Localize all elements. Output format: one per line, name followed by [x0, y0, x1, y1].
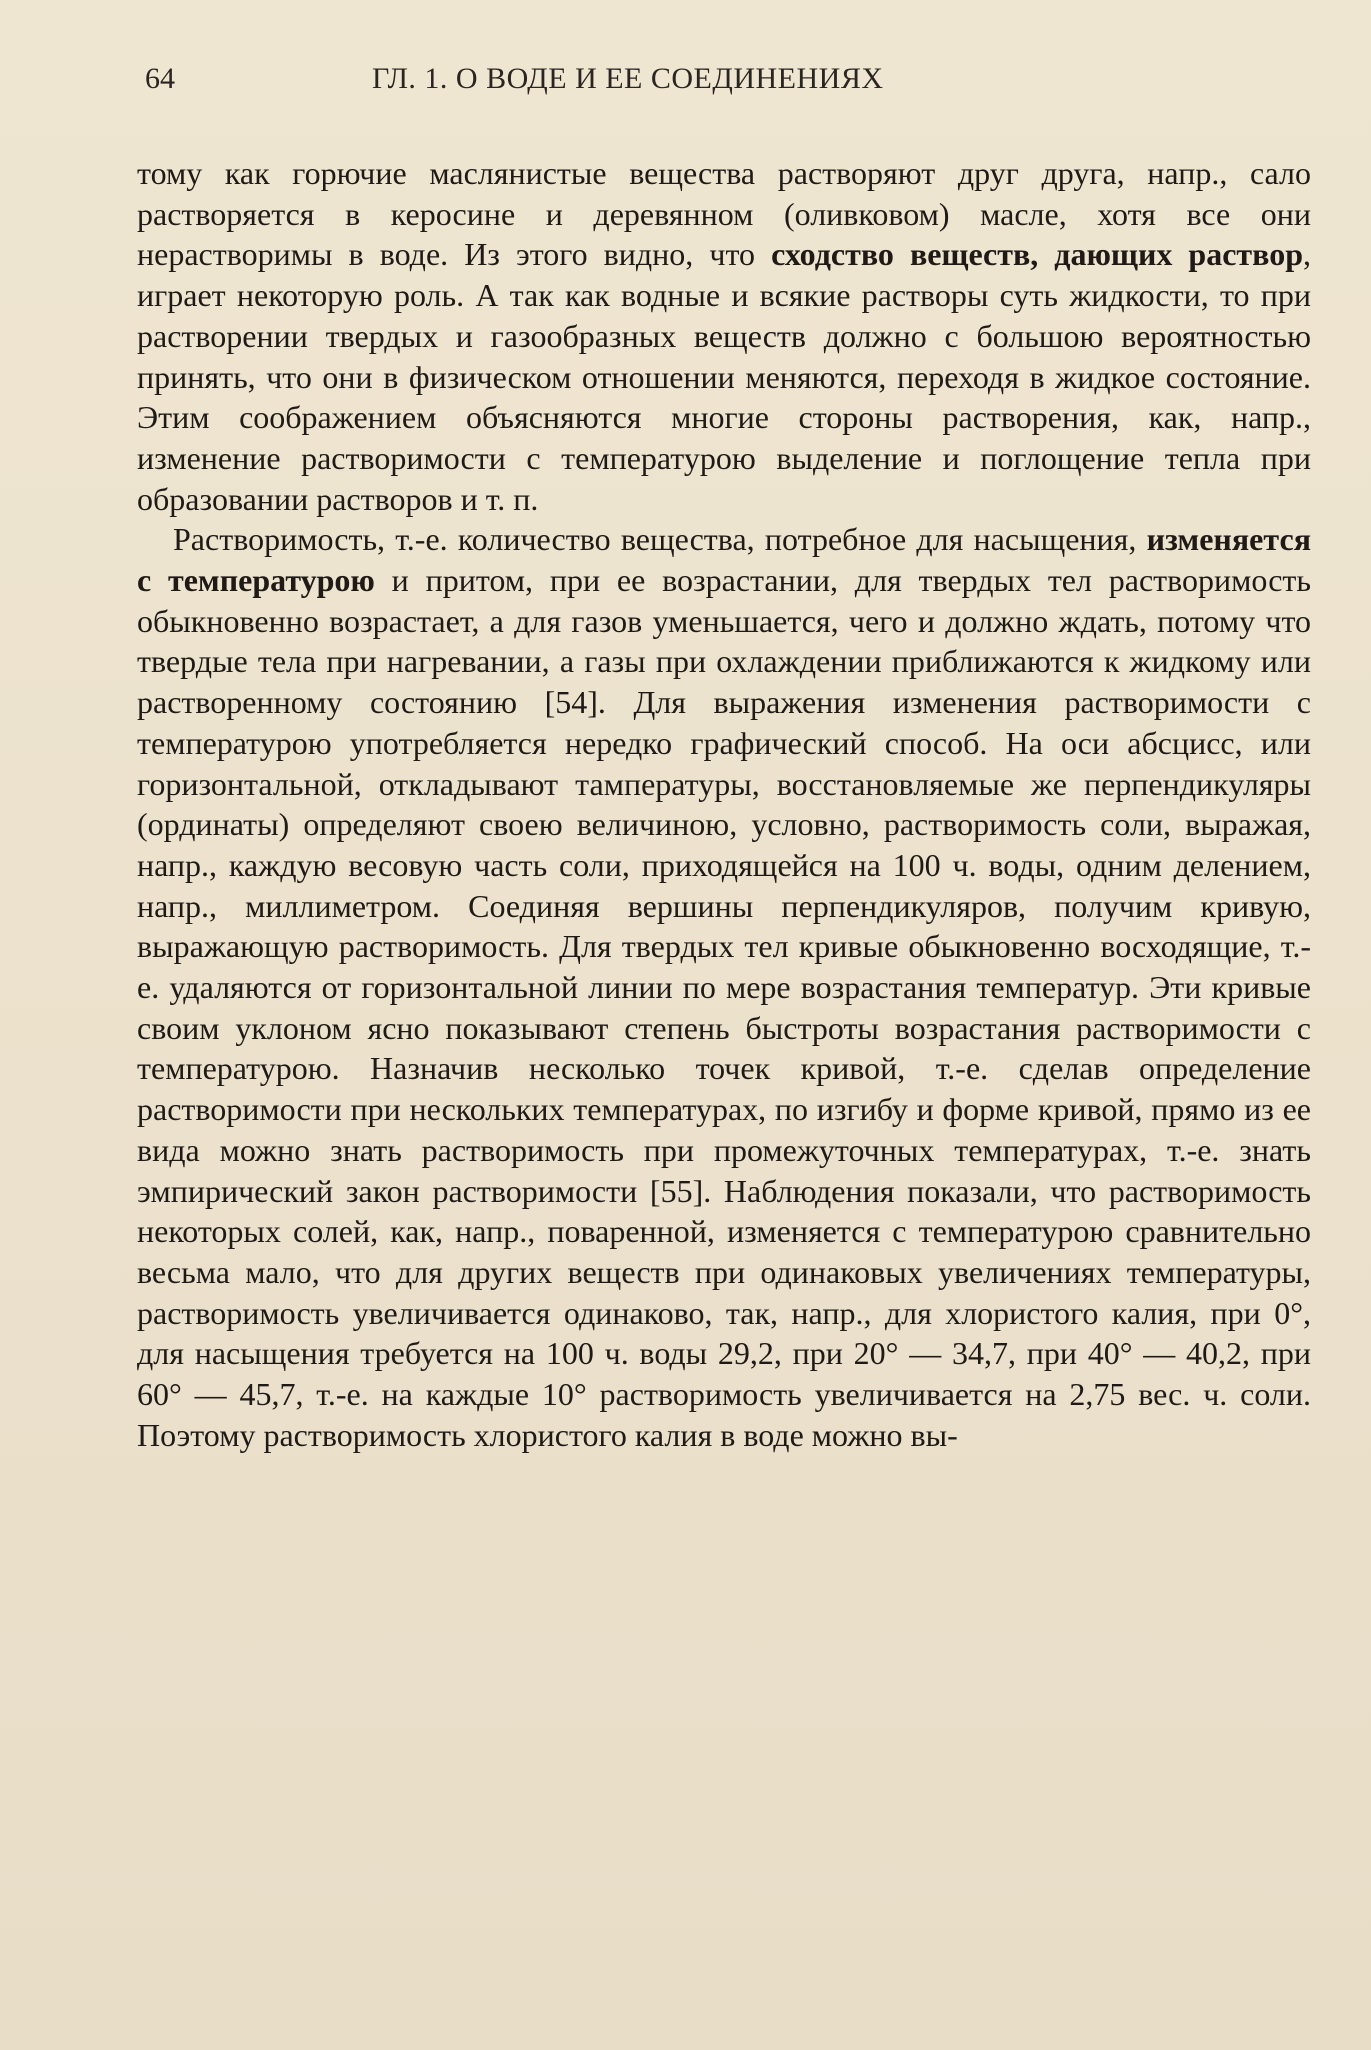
page-header	[145, 62, 1226, 102]
text-run: и притом, при ее возрастании, для твердых тел растворимость обыкновенно возрастает, а для газов уменьшается, чего и должно ждать, потому что твердые тела при нагревании, а газы при охлаждении приближаются к жидкому или растворенному состоянию [54]. Для выражения изменения растворимости с температурою употребляется нередко графический способ. На оси абсцисс, или горизонтальной, откладывают тампературы, восстановляемые же перпендикуляры (ординаты) определяют своею величиною, условно, растворимость соли, выражая, напр., каждую весовую часть соли, приходящейся на 100 ч. воды, одним делением, напр., миллиметром. Соединяя вершины перпендикуляров, получим кривую, выражающую растворимость. Для твердых тел кривые обыкновенно восходящие, т.-е. удаляются от горизонтальной линии по мере возрастания температур. Эти кривые своим уклоном ясно показывают степень быстроты возрастания растворимости с температурою. Назначив несколько точек кривой, т.-е. сделав определение растворимости при нескольких температурах, по изгибу и форме кривой, прямо из ее вида можно знать растворимость при промежуточных температурах, т.-е. знать эмпирический закон растворимости [55]. Наблюдения показали, что растворимость некоторых солей, как, напр., поваренной, изменяется с температурою сравнительно весьма мало, что для других веществ при одинаковых увеличениях температуры, растворимость увеличивается одинаково, так, напр., для хлористого калия, при 0°, для насыщения требуется на 100 ч. воды 29,2, при 20° — 34,7, при 40° — 40,2, при 60° — 45,7, т.-е. на каждые 10° растворимость увеличивается на 2,75 вес. ч. соли. Поэтому растворимость хлористого калия в воде можно вы-	[137, 562, 1311, 1453]
paragraph	[137, 519, 1311, 1455]
emphasized-term: изменяется с температурою	[137, 521, 1311, 599]
paragraph	[137, 153, 1311, 519]
text-run: Растворимость, т.-е. количество вещества, потребное для насыщения,	[173, 521, 1147, 558]
emphasized-term: сходство веществ, дающих раствор	[771, 236, 1304, 273]
page-number: 64	[145, 62, 175, 95]
text-run: тому как горючие маслянистые вещества растворяют друг друга, напр., сало растворяется в керосине и деревянном (оливковом) масле, хотя все они нерастворимы в воде. Из этого видно, что	[137, 155, 1311, 273]
running-title: ГЛ. 1. О ВОДЕ И ЕЕ СОЕДИНЕНИЯХ	[372, 62, 884, 95]
body-text	[137, 153, 1311, 1456]
text-run: , играет некоторую роль. А так как водные и всякие растворы суть жидкости, то при растворении твердых и газообразных веществ должно с большою вероятностью принять, что они в физическом отношении меняются, переходя в жидкое состояние. Этим соображением объясняются многие стороны растворения, как, напр., изменение растворимости с температурою выделение и поглощение тепла при образовании растворов и т. п.	[137, 236, 1312, 517]
